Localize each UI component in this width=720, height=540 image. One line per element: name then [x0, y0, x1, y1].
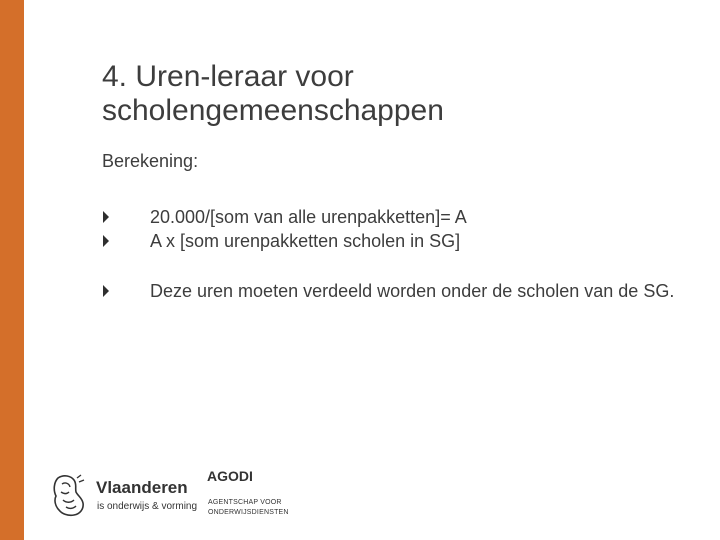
bullet-text: Deze uren moeten verdeeld worden onder de scholen van de SG.	[150, 281, 675, 301]
flemish-lion-icon	[50, 472, 88, 518]
agodi-logo-subtitle	[208, 498, 318, 518]
bullet-arrow-icon	[103, 211, 109, 223]
accent-sidebar	[0, 0, 24, 540]
agodi-logo-line-1: AGENTSCHAP VOOR	[208, 499, 282, 506]
slide-title-line-2: scholengemeenschappen	[102, 94, 444, 127]
vlaanderen-logo-name: Vlaanderen	[96, 478, 188, 497]
bullet-list	[100, 205, 690, 303]
agodi-logo-name: AGODI	[207, 468, 253, 484]
bullet-text: A x [som urenpakketten scholen in SG]	[150, 231, 461, 251]
vlaanderen-logo-tagline: is onderwijs & vorming	[97, 501, 198, 512]
slide-title-line-1: 4. Uren-leraar voor	[102, 60, 354, 93]
agodi-logo-line-2: ONDERWIJSDIENSTEN	[208, 509, 289, 516]
bullet-text: 20.000/[som van alle urenpakketten]= A	[150, 207, 467, 227]
bullet-arrow-icon	[103, 285, 109, 297]
slide-title	[102, 60, 662, 128]
bullet-item	[100, 205, 690, 229]
section-subtitle: Berekening:	[102, 151, 199, 171]
bullet-item	[100, 279, 690, 303]
bullet-item	[100, 229, 690, 253]
bullet-arrow-icon	[103, 235, 109, 247]
